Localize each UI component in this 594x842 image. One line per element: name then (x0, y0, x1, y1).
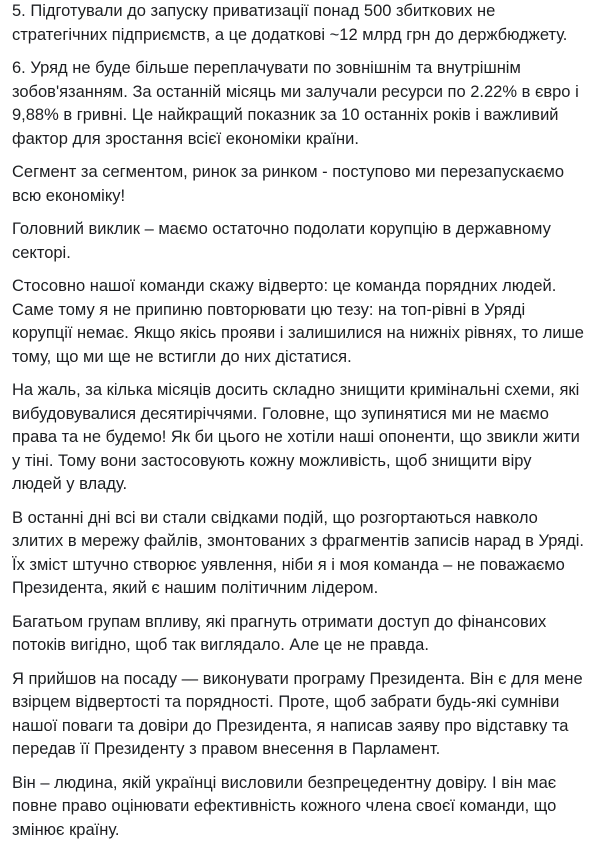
post-paragraph-7: В останні дні всі ви стали свідками подій, що розгортаються навколо злитих в мережу файлів, змонтованих з фрагментів записів нарад в Уряді. Їх зміст штучно створює уявлення, ніби я і моя команда – не поважаємо Президента, який є нашим політичним лідером. (12, 507, 584, 601)
post-paragraph-3: Сегмент за сегментом, ринок за ринком - поступово ми перезапускаємо всю економіку! (12, 161, 584, 208)
post-paragraph-6: На жаль, за кілька місяців досить складно знищити кримінальні схеми, які вибудовувалися десятиріччями. Головне, що зупинятися ми не маємо права та не будемо! Як би цього не хотіли наші опоненти, що звикли жити у тіні. Тому вони застосовують кожну можливість, щоб знищити віру людей у владу. (12, 379, 584, 497)
post-paragraph-10: Він – людина, якій українці висловили безпрецедентну довіру. І він має повне право оцінювати ефективність кожного члена своєї команди, що змінює країну. (12, 772, 584, 842)
post-paragraph-9: Я прийшов на посаду — виконувати програму Президента. Він є для мене взірцем відвертості та порядності. Проте, щоб забрати будь-які сумніви нашої поваги та довіри до Президента, я написав заяву про відставку та передав її Президенту з правом внесення в Парламент. (12, 668, 584, 762)
post-paragraph-5: Стосовно нашої команди скажу відверто: це команда порядних людей. Саме тому я не припиню повторювати цю тезу: на топ-рівні в Уряді корупції немає. Якщо якісь прояви і залишилися на нижніх рівнях, то лише тому, що ми ще не встигли до них дістатися. (12, 275, 584, 369)
post-paragraph-2: 6. Уряд не буде більше переплачувати по зовнішнім та внутрішнім зобов'язанням. За останній місяць ми залучали ресурси по 2.22% в євро і 9,88% в гривні. Це найкращий показник за 10 останніх років і важливий фактор для зростання всієї економіки країни. (12, 57, 584, 151)
post-paragraph-1: 5. Підготували до запуску приватизації понад 500 збиткових не стратегічних підприємств, а це додаткові ~12 млрд грн до держбюджету. (12, 0, 584, 47)
post-paragraph-4: Головний виклик – маємо остаточно подолати корупцію в державному секторі. (12, 218, 584, 265)
post-paragraph-8: Багатьом групам впливу, які прагнуть отримати доступ до фінансових потоків вигідно, щоб так виглядало. Але це не правда. (12, 611, 584, 658)
